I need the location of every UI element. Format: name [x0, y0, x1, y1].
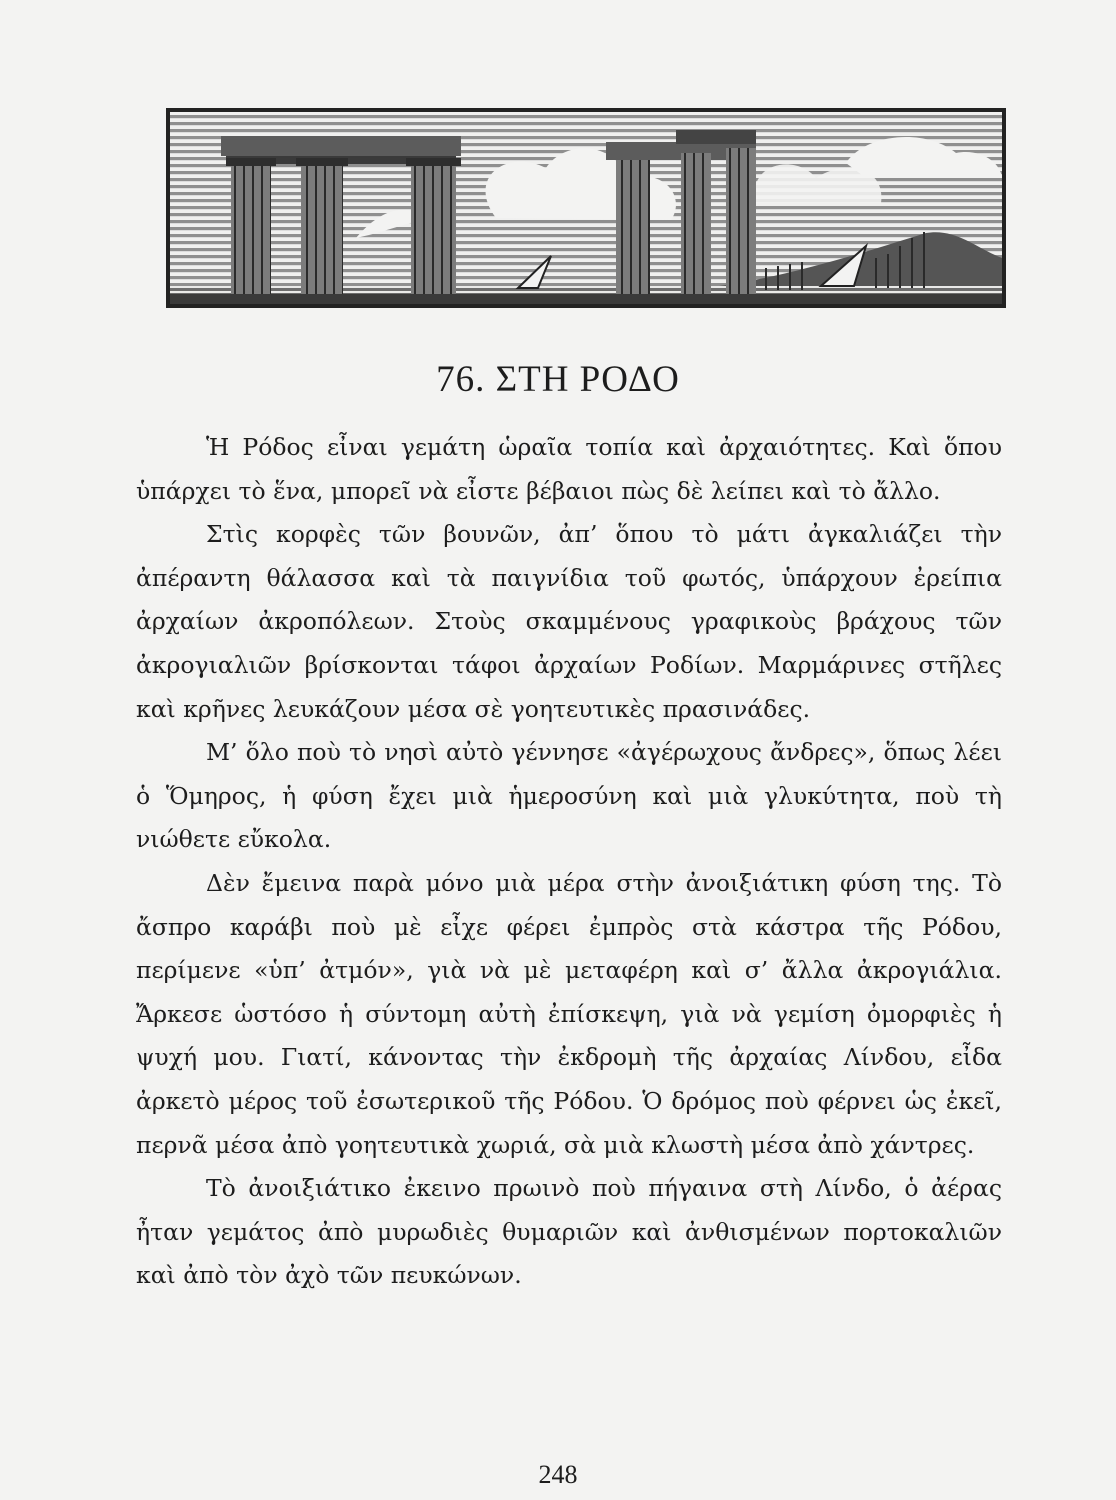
paragraph: Τὸ ἀνοιξιάτικο ἐκεινο πρωινὸ ποὺ πήγαινα στὴ Λίνδο, ὁ ἀέρας ἦταν γεμάτος ἀπὸ μυρωδιὲς θυμαριῶν καὶ ἀνθισμένων πορτοκαλιῶν καὶ ἀπὸ τὸν ἀχὸ τῶν πευκώνων.	[136, 1174, 1002, 1290]
chapter-body	[136, 426, 1002, 1298]
page-number: 248	[538, 1460, 578, 1489]
ancient-columns-seascape-icon	[166, 108, 1006, 308]
paragraph: Μ’ ὅλο ποὺ τὸ νησὶ αὐτὸ γέννησε «ἀγέρωχους ἄνδρες», ὅπως λέει ὁ Ὅμηρος, ἡ φύση ἔχει μιὰ ἡμεροσύνη καὶ μιὰ γλυκύτητα, ποὺ τὴ νιώθετε εὔκολα.	[136, 738, 1002, 854]
chapter-title: 76. ΣΤΗ ΡΟΔΟ	[436, 359, 680, 400]
paragraph: Ἡ Ρόδος εἶναι γεμάτη ὡραῖα τοπία καὶ ἀρχαιότητες. Καὶ ὅπου ὑπάρχει τὸ ἕνα, μπορεῖ νὰ εἶστε βέβαιοι πὼς δὲ λείπει καὶ τὸ ἄλλο.	[136, 433, 1002, 505]
paragraph: Δὲν ἔμεινα παρὰ μόνο μιὰ μέρα στὴν ἀνοιξιάτικη φύση της. Τὸ ἄσπρο καράβι ποὺ μὲ εἶχε φέρει ἐμπρὸς στὰ κάστρα τῆς Ρόδου, περίμενε «ὑπ’ ἀτμόν», γιὰ νὰ μὲ μεταφέρη καὶ σ’ ἄλλα ἀκρογιάλια. Ἄρκεσε ὡστόσο ἡ σύντομη αὐτὴ ἐπίσκεψη, γιὰ νὰ γεμίση ὀμορφιὲς ἡ ψυχή μου. Γιατί, κάνοντας τὴν ἐκδρομὴ τῆς ἀρχαίας Λίνδου, εἶδα ἀρκετὸ μέρος τοῦ ἐσωτερικοῦ τῆς Ρόδου. Ὁ δρόμος ποὺ φέρνει ὡς ἐκεῖ, περνᾶ μέσα ἀπὸ γοητευτικὰ χωριά, σὰ μιὰ κλωστὴ μέσα ἀπὸ χάντρες.	[136, 868, 1002, 1159]
paragraph: Στὶς κορφὲς τῶν βουνῶν, ἀπ’ ὅπου τὸ μάτι ἀγκαλιάζει τὴν ἀπέραντη θάλασσα καὶ τὰ παιγνίδια τοῦ φωτός, ὑπάρχουν ἐρείπια ἀρχαίων ἀκροπόλεων. Στοὺς σκαμμένους γραφικοὺς βράχους τῶν ἀκρογιαλιῶν βρίσκονται τάφοι ἀρχαίων Ροδίων. Μαρμάρινες στῆλες καὶ κρῆνες λευκάζουν μέσα σὲ γοητευτικὲς πρασινάδες.	[136, 520, 1002, 723]
